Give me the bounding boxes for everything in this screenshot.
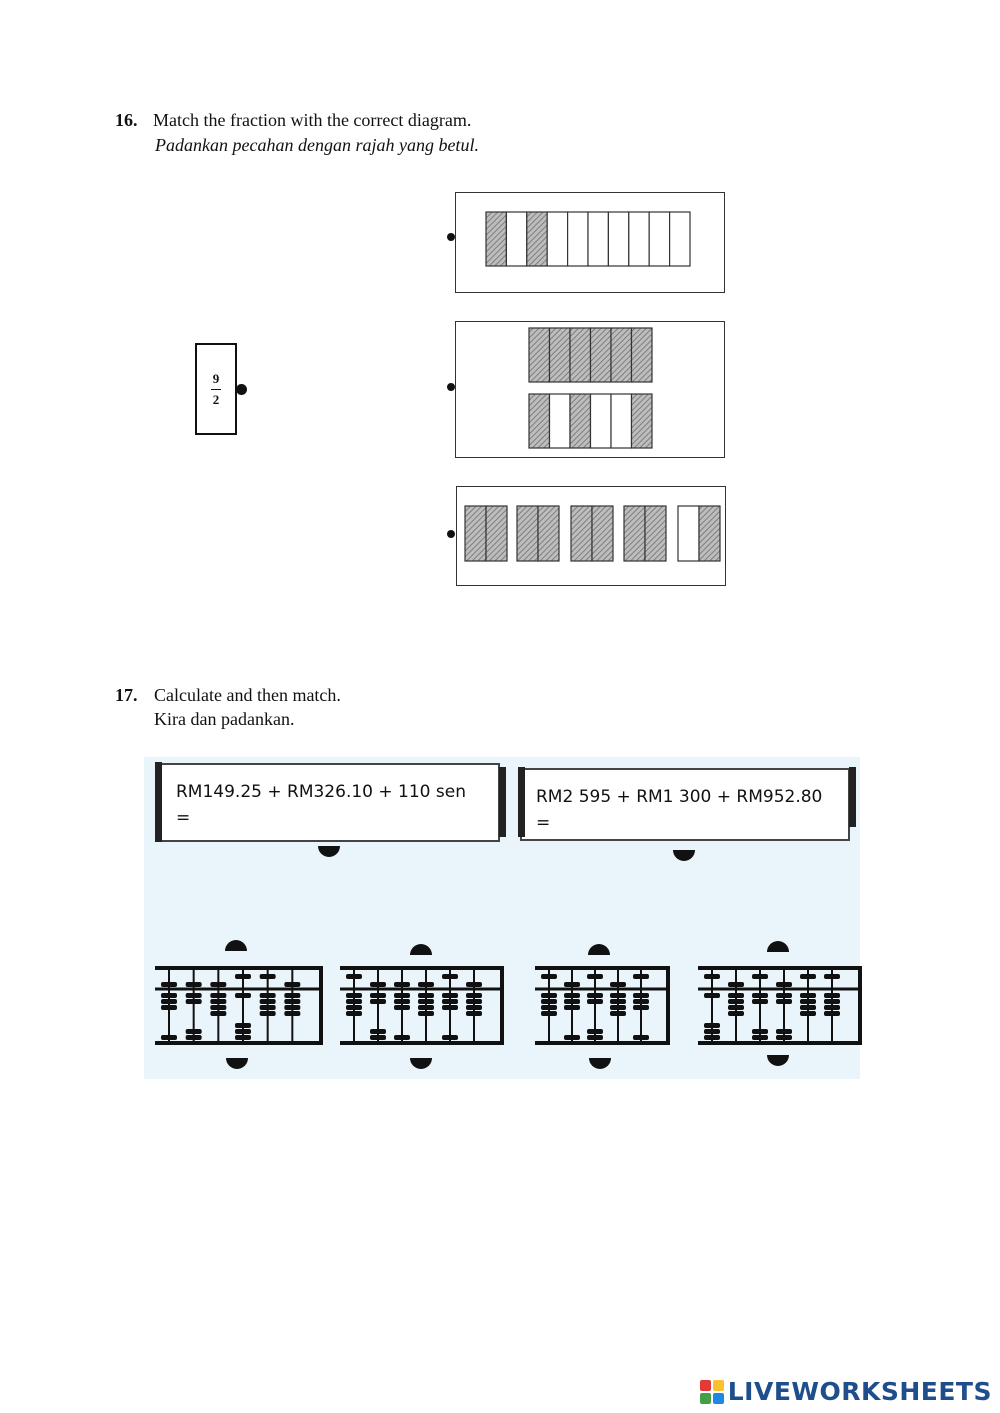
q17-instruction-ms: Kira dan padankan. (154, 709, 295, 729)
diagram-2-bottom-part (549, 394, 570, 448)
abacus-earth-bead (161, 1005, 177, 1010)
abacus-earth-bead (186, 1029, 202, 1034)
abacus-earth-bead (752, 999, 768, 1004)
diagram-2-bottom-part (529, 394, 550, 448)
abacus-heaven-bead (704, 974, 720, 979)
abacus-earth-bead (800, 1011, 816, 1016)
diagram-1-graphic (455, 192, 725, 293)
abacus-heaven-bead (418, 982, 434, 987)
abacus-heaven-bead (346, 974, 362, 979)
abacus-heaven-bead (466, 982, 482, 987)
abacus-earth-bead (442, 993, 458, 998)
abacus-earth-bead (260, 999, 276, 1004)
abacus-earth-bead (704, 1023, 720, 1028)
abacus-heaven-bead (370, 982, 386, 987)
fraction-denominator: 2 (212, 391, 220, 407)
abacus-earth-bead (394, 993, 410, 998)
fraction-match-dot[interactable] (236, 384, 247, 395)
abacus-earth-bead (541, 1005, 557, 1010)
abacus-earth-bead (728, 999, 744, 1004)
abacus-heaven-bead (752, 974, 768, 979)
abacus-earth-bead (346, 993, 362, 998)
abacus-heaven-bead (776, 982, 792, 987)
abacus-heaven-bead (633, 974, 649, 979)
abacus-earth-bead (418, 1005, 434, 1010)
liveworksheets-logo-icon (700, 1380, 724, 1404)
abacus-earth-bead (284, 1005, 300, 1010)
abacus-earth-bead (704, 1035, 720, 1040)
diagram-1-part (669, 212, 689, 266)
expression-2-line2: = (536, 813, 551, 833)
abacus-earth-bead (704, 993, 720, 998)
q17-instruction-en: Calculate and then match. (154, 685, 341, 705)
abacus-earth-bead (284, 1011, 300, 1016)
abacus-earth-bead (260, 1011, 276, 1016)
abacus-earth-bead (776, 999, 792, 1004)
abacus-earth-bead (633, 1005, 649, 1010)
diagram-2-top-part (570, 328, 591, 382)
abacus-earth-bead (587, 1029, 603, 1034)
abacus-earth-bead (370, 1035, 386, 1040)
diagram-3-part (592, 506, 613, 561)
diagram-3-part (678, 506, 699, 561)
abacus-earth-bead (442, 1005, 458, 1010)
diagram-2-top-part (549, 328, 570, 382)
diagram-option-3[interactable] (456, 486, 726, 586)
abacus-earth-bead (728, 1011, 744, 1016)
abacus-earth-bead (610, 993, 626, 998)
abacus-earth-bead (260, 1005, 276, 1010)
diagram-2-top-part (590, 328, 611, 382)
abacus-earth-bead (776, 1035, 792, 1040)
abacus-earth-bead (284, 993, 300, 998)
abacus-earth-bead (260, 993, 276, 998)
abacus-earth-bead (370, 1029, 386, 1034)
fraction-card[interactable] (195, 343, 237, 435)
abacus-earth-bead (800, 993, 816, 998)
diagram-2-top-part (611, 328, 632, 382)
diagram-option-2[interactable] (455, 321, 725, 458)
abacus-earth-bead (186, 1035, 202, 1040)
abacus-earth-bead (541, 1011, 557, 1016)
abacus-earth-bead (235, 1035, 251, 1040)
abacus-earth-bead (161, 999, 177, 1004)
abacus-heaven-bead (186, 982, 202, 987)
diagram-3-part (486, 506, 507, 561)
abacus-earth-bead (284, 999, 300, 1004)
q16-number: 16. (115, 110, 138, 130)
diagram-1-part (526, 212, 546, 266)
q16-instruction-ms: Padankan pecahan dengan rajah yang betul. (155, 135, 479, 155)
diagram-3-part (624, 506, 645, 561)
abacus-heaven-bead (728, 982, 744, 987)
abacus-earth-bead (776, 1029, 792, 1034)
diagram-2-top-part (529, 328, 550, 382)
abacus-earth-bead (728, 1005, 744, 1010)
liveworksheets-brand (700, 1377, 992, 1406)
abacus-earth-bead (210, 1005, 226, 1010)
abacus-earth-bead (418, 1011, 434, 1016)
abacus-earth-bead (633, 1035, 649, 1040)
diagram-2-bottom-part (611, 394, 632, 448)
diagram-2-bottom-part (631, 394, 652, 448)
diagram-3-graphic (456, 486, 726, 586)
brand-text: LIVEWORKSHEETS (727, 1377, 992, 1406)
abacus-earth-bead (370, 993, 386, 998)
abacus-earth-bead (210, 993, 226, 998)
abacus-heaven-bead (260, 974, 276, 979)
abacus-earth-bead (466, 999, 482, 1004)
abacus-earth-bead (235, 993, 251, 998)
abacus-earth-bead (564, 1035, 580, 1040)
diagram-2-bottom-part (590, 394, 611, 448)
diagram-3-match-dot[interactable] (447, 530, 455, 538)
abacus-earth-bead (824, 1005, 840, 1010)
fraction-bar (211, 389, 221, 390)
abacus-heaven-bead (210, 982, 226, 987)
diagram-1-match-dot[interactable] (447, 233, 455, 241)
diagram-1-part (588, 212, 608, 266)
abacus-earth-bead (210, 1011, 226, 1016)
abacus-earth-bead (210, 999, 226, 1004)
abacus-earth-bead (466, 993, 482, 998)
abacus-earth-bead (587, 993, 603, 998)
abacus-earth-bead (610, 999, 626, 1004)
expression-box-1[interactable] (160, 763, 500, 842)
expression-1-right-bar (499, 767, 506, 837)
diagram-option-1[interactable] (455, 192, 725, 293)
abacus-earth-bead (704, 1029, 720, 1034)
abacus-earth-bead (728, 993, 744, 998)
abacus-earth-bead (370, 999, 386, 1004)
fraction-numerator: 9 (212, 370, 220, 386)
diagram-2-bottom-part (570, 394, 591, 448)
abacus-earth-bead (161, 993, 177, 998)
abacus-earth-bead (564, 993, 580, 998)
diagram-3-part (645, 506, 666, 561)
abacus-earth-bead (587, 999, 603, 1004)
diagram-3-part (699, 506, 720, 561)
expression-2-left-bar (518, 767, 525, 837)
abacus-earth-bead (161, 1035, 177, 1040)
expression-1-line2: = (176, 808, 191, 828)
abacus-earth-bead (346, 1011, 362, 1016)
diagram-1-part (506, 212, 526, 266)
diagram-2-top-part (631, 328, 652, 382)
abacus-earth-bead (752, 993, 768, 998)
q16-instruction-en: Match the fraction with the correct diagram. (153, 110, 472, 130)
abacus-earth-bead (610, 1005, 626, 1010)
abacus-heaven-bead (587, 974, 603, 979)
abacus-earth-bead (564, 999, 580, 1004)
diagram-3-part (571, 506, 592, 561)
abacus-heaven-bead (800, 974, 816, 979)
abacus-heaven-bead (394, 982, 410, 987)
diagram-1-part (628, 212, 648, 266)
abacus-earth-bead (824, 999, 840, 1004)
abacus-row (150, 960, 870, 1055)
abacus-earth-bead (610, 1011, 626, 1016)
abacus-earth-bead (776, 993, 792, 998)
abacus-earth-bead (824, 993, 840, 998)
abacus-earth-bead (800, 1005, 816, 1010)
abacus-earth-bead (752, 1035, 768, 1040)
abacus-earth-bead (466, 1005, 482, 1010)
q17-number: 17. (115, 685, 138, 705)
abacus-earth-bead (186, 999, 202, 1004)
expression-2-right-bar (849, 767, 856, 827)
diagram-3-part (517, 506, 538, 561)
abacus-earth-bead (394, 999, 410, 1004)
abacus-heaven-bead (284, 982, 300, 987)
expression-box-2[interactable] (520, 768, 850, 841)
abacus-heaven-bead (541, 974, 557, 979)
abacus-heaven-bead (442, 974, 458, 979)
abacus-earth-bead (752, 1029, 768, 1034)
expression-1-left-bar (155, 762, 162, 842)
abacus-earth-bead (541, 999, 557, 1004)
abacus-heaven-bead (161, 982, 177, 987)
diagram-2-match-dot[interactable] (447, 383, 455, 391)
abacus-earth-bead (418, 993, 434, 998)
diagram-3-part (538, 506, 559, 561)
abacus-earth-bead (235, 1029, 251, 1034)
expression-1-line1: RM149.25 + RM326.10 + 110 sen (176, 782, 466, 802)
abacus-earth-bead (346, 1005, 362, 1010)
abacus-earth-bead (564, 1005, 580, 1010)
abacus-heaven-bead (564, 982, 580, 987)
abacus-earth-bead (466, 1011, 482, 1016)
abacus-earth-bead (235, 1023, 251, 1028)
abacus-earth-bead (418, 999, 434, 1004)
abacus-earth-bead (633, 993, 649, 998)
abacus-earth-bead (394, 1035, 410, 1040)
diagram-2-graphic (455, 321, 725, 458)
expression-2-line1: RM2 595 + RM1 300 + RM952.80 (536, 787, 823, 807)
diagram-1-part (608, 212, 628, 266)
diagram-1-part (547, 212, 567, 266)
abacus-earth-bead (800, 999, 816, 1004)
diagram-1-part (567, 212, 587, 266)
abacus-heaven-bead (235, 974, 251, 979)
abacus-earth-bead (442, 1035, 458, 1040)
abacus-earth-bead (587, 1035, 603, 1040)
abacus-earth-bead (633, 999, 649, 1004)
abacus-heaven-bead (610, 982, 626, 987)
abacus-earth-bead (186, 993, 202, 998)
abacus-earth-bead (394, 1005, 410, 1010)
abacus-earth-bead (824, 1011, 840, 1016)
diagram-1-part (486, 212, 506, 266)
abacus-earth-bead (541, 993, 557, 998)
abacus-heaven-bead (824, 974, 840, 979)
diagram-3-part (465, 506, 486, 561)
abacus-earth-bead (442, 999, 458, 1004)
abacus-earth-bead (346, 999, 362, 1004)
diagram-1-part (649, 212, 669, 266)
